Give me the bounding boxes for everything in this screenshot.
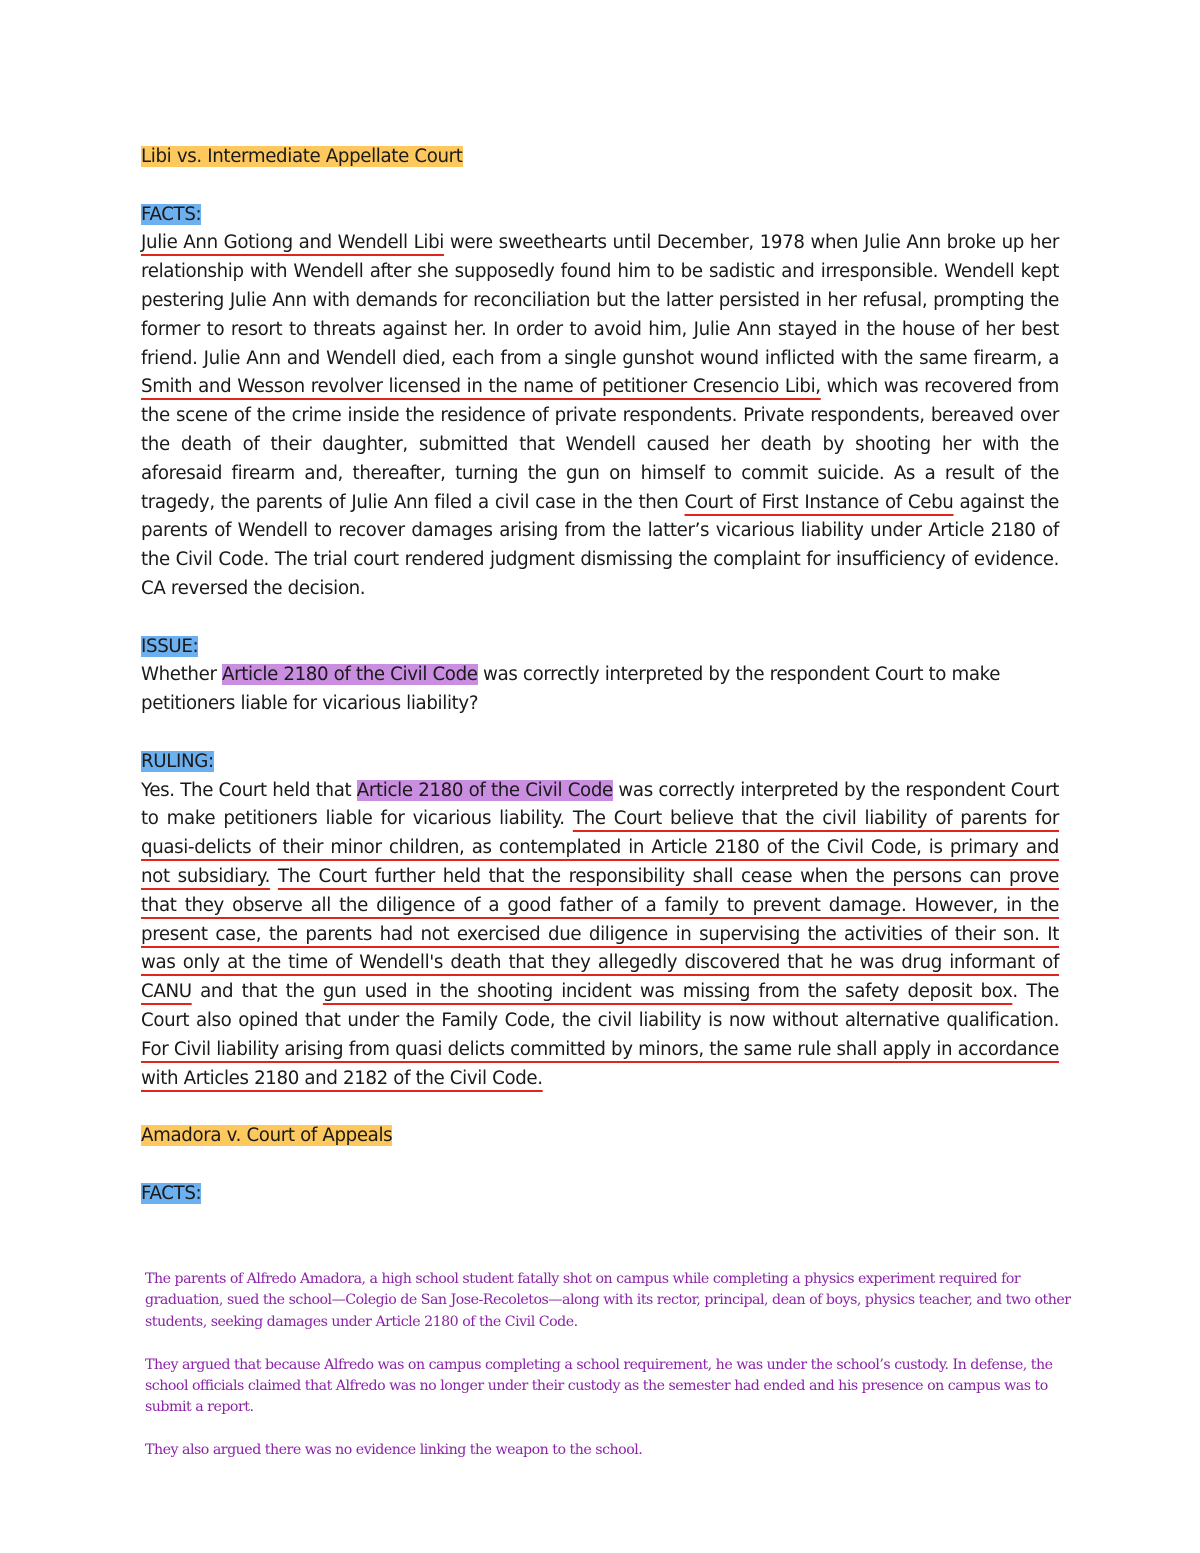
case-title-amadora — [141, 1122, 1059, 1151]
document-body — [141, 143, 1059, 1208]
issue-heading-text: ISSUE: — [141, 635, 199, 657]
text-run: against the parents of Wendell to recover damages arising from the latter’s vicarious liability under Article 2180 of the Civil Code. The trial court rendered judgment dismissing the complaint for insufficiency of evidence. CA reversed the decision. — [141, 491, 1060, 599]
highlighted-text: Article 2180 of the Civil Code — [356, 779, 613, 801]
issue-heading — [141, 633, 1059, 662]
underlined-text: The Court further held that the responsibility shall cease when the persons can prove that they observe all the diligence of a good father of a family to prevent damage. However, in the present case, the parents had not exercised due diligence in supervising the activities of their son. It was only at the time of Wendell's death that they allegedly discovered that he was drug informant of CANU — [141, 865, 1059, 1003]
underlined-text: Julie Ann Gotiong and Wendell Libi — [141, 232, 444, 254]
text-run: Whether — [141, 664, 223, 686]
underlined-text: For Civil liability arising from quasi delicts committed by minors, the same rule shall apply in accordance with Articles 2180 and 2182 of the Civil Code. — [141, 1038, 1059, 1089]
underlined-text: The Court believe that the civil liability of parents for quasi-delicts of their minor children, as contemplated in Article 2180 of the Civil Code, is primary and not subsidiary. — [141, 808, 1059, 887]
amadora-facts — [145, 1269, 1085, 1483]
amadora-facts-paragraph: They also argued there was no evidence linking the weapon to the school. — [145, 1442, 643, 1459]
underlined-text: Smith and Wesson revolver licensed in the name of petitioner Cresencio Libi, — [141, 376, 821, 398]
text-run: were sweethearts until December, 1978 when Julie Ann broke up her relationship with Wendell after she supposedly found him to be sadistic and irresponsible. Wendell kept pestering Julie Ann with demands for reconciliation but the latter persisted in her refusal, prompting the former to resort to threats against her. In order to avoid him, Julie Ann stayed in the house of her best friend. Julie Ann and Wendell died, each from a single gunshot wound inflicted with the same firearm, a — [141, 232, 1059, 369]
facts-heading-text: FACTS: — [141, 203, 202, 225]
facts-heading-2-text: FACTS: — [141, 1182, 202, 1204]
facts-heading-2 — [141, 1180, 1059, 1209]
highlighted-text: Article 2180 of the Civil Code — [222, 664, 478, 686]
text-run: was correctly interpreted by the respondent Court to make petitioners liable for vicarious liability. — [141, 779, 1059, 830]
facts-heading — [141, 201, 1059, 230]
amadora-facts-paragraph: The parents of Alfredo Amadora, a high school student fatally shot on campus while completing a physics experiment required for graduation, sued the school—Colegio de San Jose-Recoletos—along with its rector, principal, dean of boys, physics teacher, and two other students, seeking damages under Article 2180 of the Civil Code. — [145, 1271, 1071, 1330]
text-run: and that the — [191, 981, 323, 1003]
ruling-paragraph — [141, 777, 1059, 1094]
ruling-heading — [141, 748, 1059, 777]
case-title-amadora-text: Amadora v. Court of Appeals — [141, 1125, 393, 1147]
text-run: Yes. The Court held that — [141, 779, 357, 801]
text-run — [270, 866, 278, 887]
text-run: . The Court also opined that under the Family Code, the civil liability is now without alternative qualification. — [141, 981, 1059, 1031]
facts-paragraph — [141, 229, 1059, 603]
issue-paragraph — [141, 661, 1059, 719]
underlined-text: Court of First Instance of Cebu — [684, 491, 954, 513]
case-title-libi — [141, 143, 1059, 172]
case-title-libi-text: Libi vs. Intermediate Appellate Court — [141, 146, 463, 167]
text-run: was correctly interpreted by the respondent Court to make petitioners liable for vicarious liability? — [141, 664, 1001, 715]
amadora-facts-paragraph: They argued that because Alfredo was on campus completing a school requirement, he was under the school’s custody. In defense, the school officials claimed that Alfredo was no longer under their custody as the semester had ended and his presence on campus was to submit a report. — [145, 1356, 1053, 1416]
text-run: which was recovered from the scene of the crime inside the residence of private respondents. Private respondents, bereaved over the death of their daughter, submitted that Wendell caused her death by shooting her with the aforesaid firearm and, thereafter, turning the gun on himself to commit suicide. As a result of the tragedy, the parents of Julie Ann filed a civil case in the then — [141, 376, 1059, 513]
underlined-text: gun used in the shooting incident was missing from the safety deposit box — [322, 981, 1013, 1003]
ruling-heading-text: RULING: — [141, 750, 214, 772]
